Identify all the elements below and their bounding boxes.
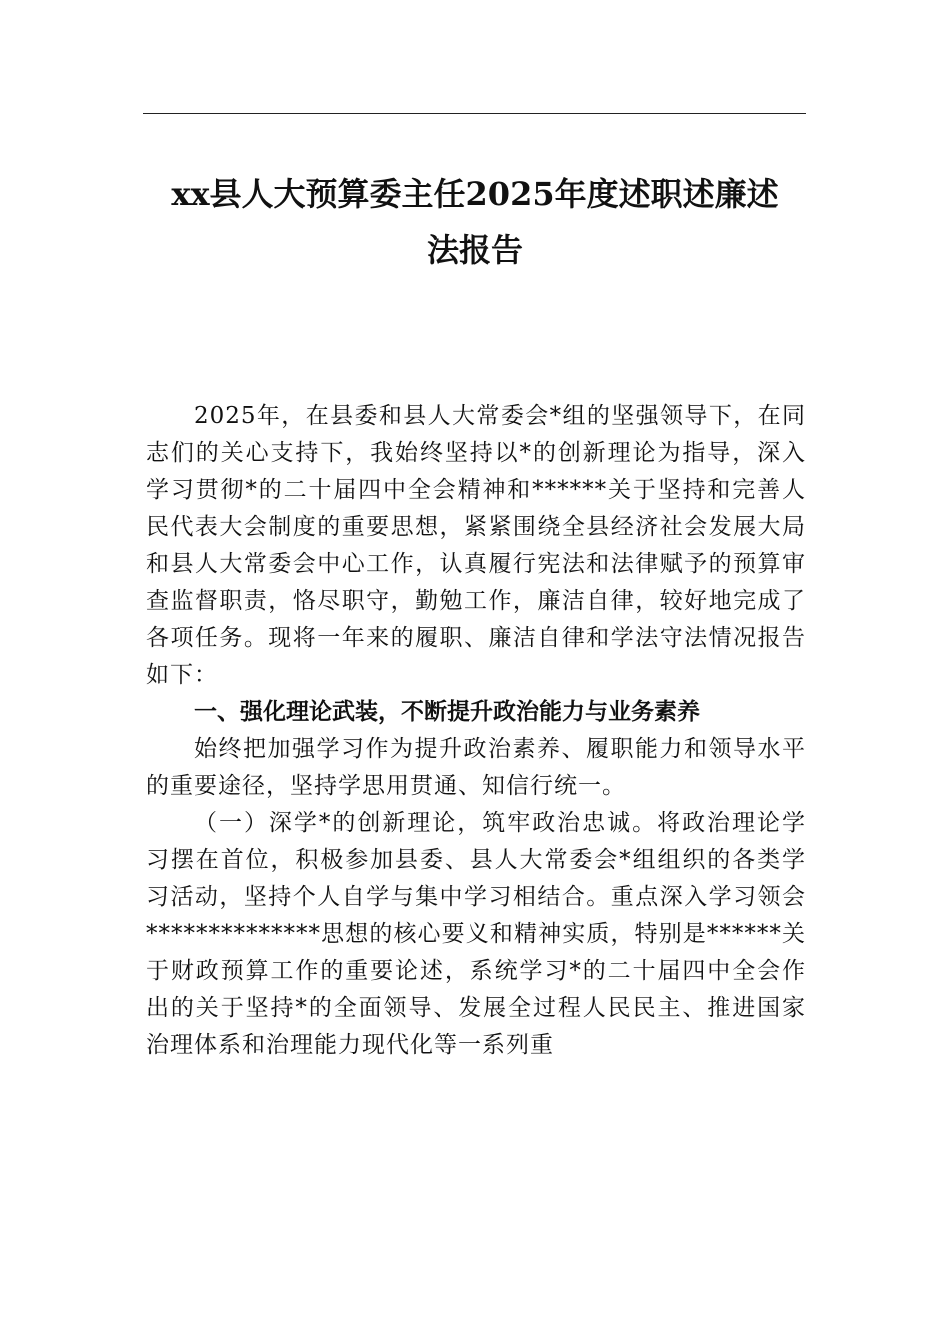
intro-paragraph: 2025年，在县委和县人大常委会*组的坚强领导下，在同志们的关心支持下，我始终坚持以*的创新理论为指导，深入学习贯彻*的二十届四中全会精神和******关于坚持和完善人民代表大会制度的重要思想，紧紧围绕全县经济社会发展大局和县人大常委会中心工作，认真履行宪法和法律赋予的预算审查监督职责，恪尽职守，勤勉工作，廉洁自律，较好地完成了各项任务。现将一年来的履职、廉洁自律和学法守法情况报告如下： [146,403,806,688]
document-body [146,398,806,1064]
section-heading-1: 一、强化理论武装，不断提升政治能力与业务素养 [194,699,700,725]
header-rule [143,113,806,114]
subsection-1-paragraph: （一）深学*的创新理论，筑牢政治忠诚。将政治理论学习摆在首位，积极参加县委、县人大常委会*组组织的各类学习活动，坚持个人自学与集中学习相结合。重点深入学习领会**************思想的核心要义和精神实质，特别是******关于财政预算工作的重要论述，系统学习*的二十届四中全会作出的关于坚持*的全面领导、发展全过程人民民主、推进国家治理体系和治理能力现代化等一系列重 [146,810,806,1058]
title-line-1: xx县人大预算委主任2025年度述职述廉述 [171,175,779,213]
document-title [140,166,810,278]
section-1-paragraph: 始终把加强学习作为提升政治素养、履职能力和领导水平的重要途径，坚持学思用贯通、知信行统一。 [146,736,806,799]
title-line-2: 法报告 [426,231,523,269]
